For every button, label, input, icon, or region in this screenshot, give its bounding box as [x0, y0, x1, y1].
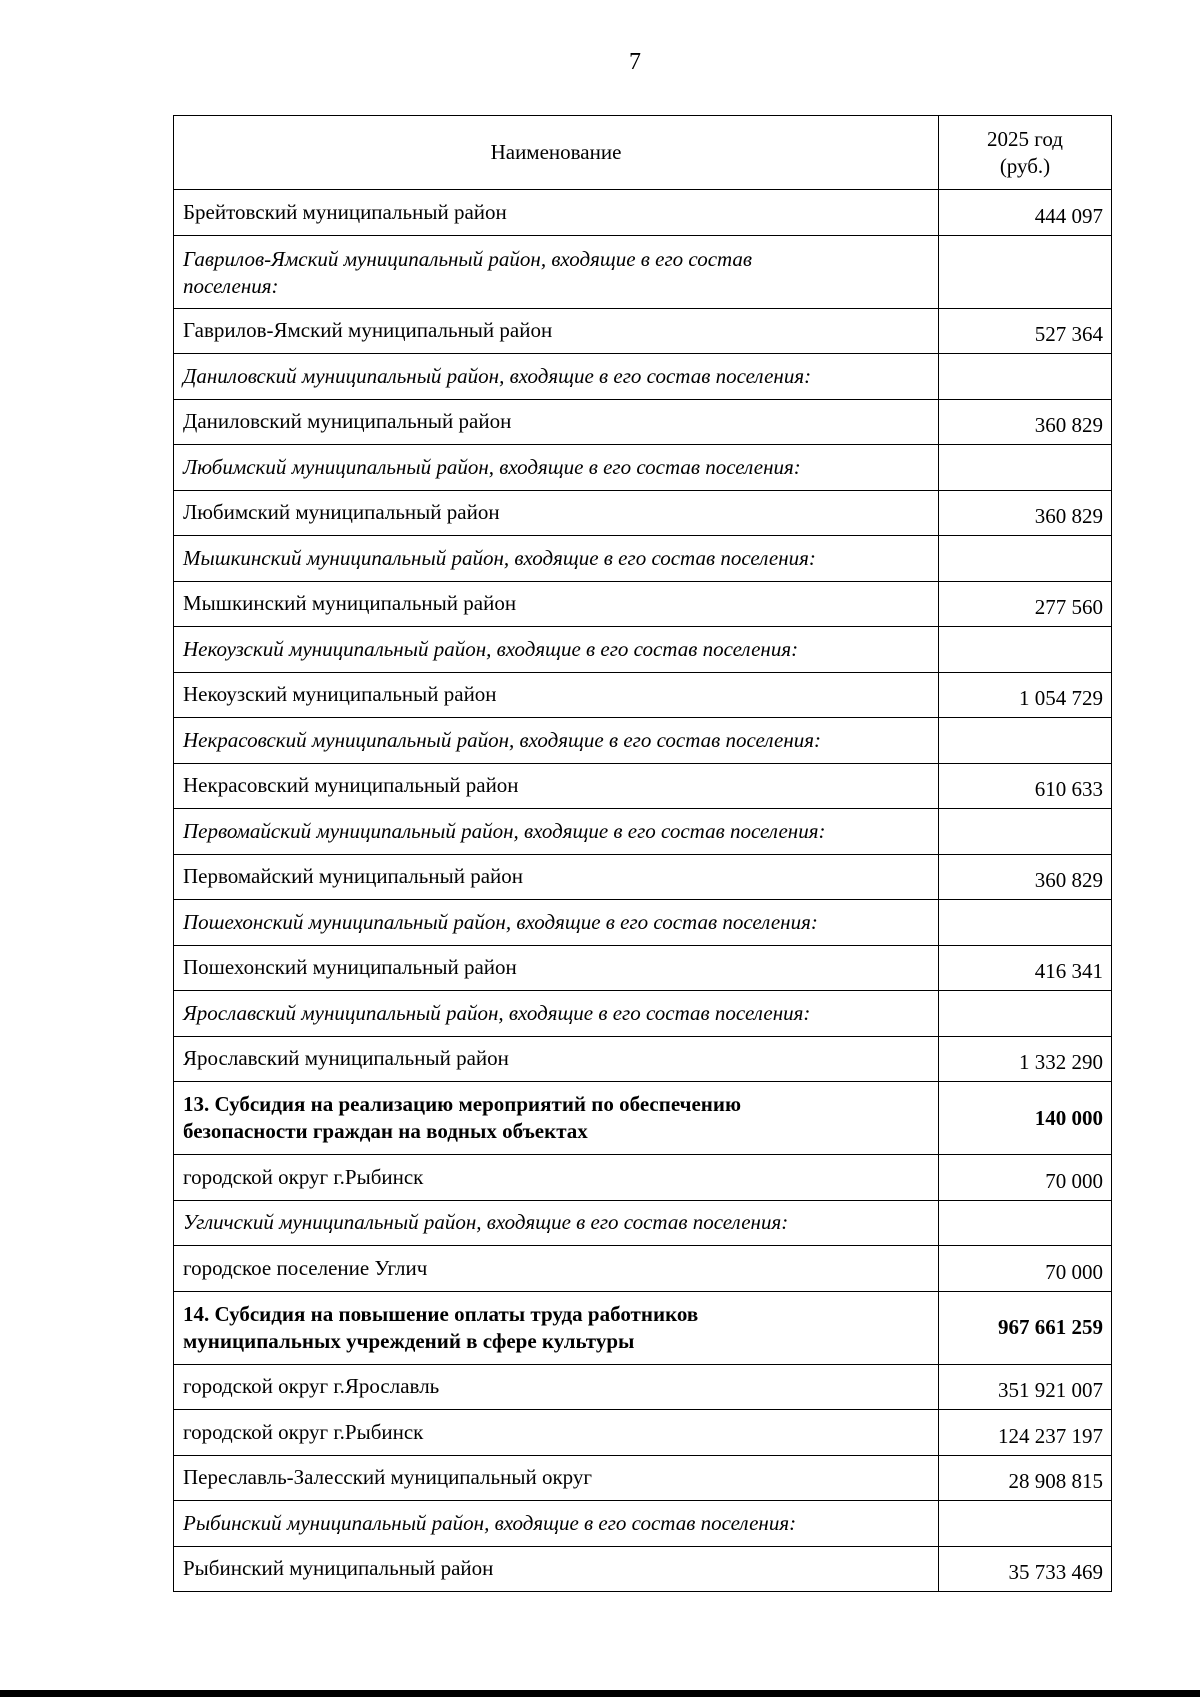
row-name: Даниловский муниципальный район: [174, 399, 939, 445]
row-name: Мышкинский муниципальный район: [174, 581, 939, 627]
row-name: Рыбинский муниципальный район: [174, 1546, 939, 1592]
group-heading-row: [174, 536, 1112, 582]
row-name: Гаврилов-Ямский муниципальный район: [174, 308, 939, 354]
row-amount: 360 829: [939, 399, 1112, 445]
row-amount: 70 000: [939, 1246, 1112, 1292]
row-name: Любимский муниципальный район: [174, 490, 939, 536]
table-row: [174, 945, 1112, 991]
row-amount: 277 560: [939, 581, 1112, 627]
table-row: [174, 581, 1112, 627]
group-heading-row: [174, 354, 1112, 400]
row-name: Даниловский муниципальный район, входящие в его состав поселения:: [174, 354, 939, 400]
table-row: [174, 763, 1112, 809]
row-name: Угличский муниципальный район, входящие в его состав поселения:: [174, 1200, 939, 1246]
row-name: Любимский муниципальный район, входящие в его состав поселения:: [174, 445, 939, 491]
group-heading-row: [174, 445, 1112, 491]
page-bottom-edge: [0, 1690, 1200, 1697]
row-name: городской округ г.Ярославль: [174, 1364, 939, 1410]
row-amount: 416 341: [939, 945, 1112, 991]
section-row: [174, 1291, 1112, 1364]
row-name: Мышкинский муниципальный район, входящие в его состав поселения:: [174, 536, 939, 582]
row-amount: [939, 1501, 1112, 1547]
row-name: Первомайский муниципальный район: [174, 854, 939, 900]
row-amount: 70 000: [939, 1155, 1112, 1201]
row-amount: [939, 991, 1112, 1037]
page-number: 7: [629, 49, 641, 75]
row-name: Некоузский муниципальный район: [174, 672, 939, 718]
group-heading-row: [174, 627, 1112, 673]
group-heading-row: [174, 1501, 1112, 1547]
table-row: [174, 1155, 1112, 1201]
table-row: [174, 672, 1112, 718]
group-heading-row: [174, 718, 1112, 764]
table-row: [174, 190, 1112, 236]
row-amount: [939, 445, 1112, 491]
row-name: Пошехонский муниципальный район, входящие в его состав поселения:: [174, 900, 939, 946]
table-row: [174, 854, 1112, 900]
group-heading-row: [174, 900, 1112, 946]
row-name: 13. Субсидия на реализацию мероприятий по обеспечению безопасности граждан на водных объектах: [174, 1082, 939, 1155]
row-amount: 360 829: [939, 490, 1112, 536]
row-amount: [939, 627, 1112, 673]
row-name: Переславль-Залесский муниципальный округ: [174, 1455, 939, 1501]
row-amount: 360 829: [939, 854, 1112, 900]
column-header-year: 2025 год (руб.): [939, 116, 1112, 190]
table-row: [174, 1364, 1112, 1410]
row-amount: 444 097: [939, 190, 1112, 236]
row-amount: [939, 718, 1112, 764]
row-name: городское поселение Углич: [174, 1246, 939, 1292]
table-header-row: [174, 116, 1112, 190]
row-name: Некрасовский муниципальный район, входящие в его состав поселения:: [174, 718, 939, 764]
row-amount: 140 000: [939, 1082, 1112, 1155]
row-amount: 351 921 007: [939, 1364, 1112, 1410]
row-name: Брейтовский муниципальный район: [174, 190, 939, 236]
row-name: Ярославский муниципальный район, входящие в его состав поселения:: [174, 991, 939, 1037]
row-name: городской округ г.Рыбинск: [174, 1410, 939, 1456]
row-name: городской округ г.Рыбинск: [174, 1155, 939, 1201]
table-row: [174, 1246, 1112, 1292]
table-row: [174, 490, 1112, 536]
table-row: [174, 308, 1112, 354]
group-heading-row: [174, 809, 1112, 855]
group-heading-row: [174, 235, 1112, 308]
row-amount: 1 054 729: [939, 672, 1112, 718]
row-amount: [939, 900, 1112, 946]
row-amount: [939, 809, 1112, 855]
group-heading-row: [174, 991, 1112, 1037]
row-name: Гаврилов-Ямский муниципальный район, входящие в его состав поселения:: [174, 235, 939, 308]
row-amount: 1 332 290: [939, 1036, 1112, 1082]
row-name: Некрасовский муниципальный район: [174, 763, 939, 809]
row-name: Пошехонский муниципальный район: [174, 945, 939, 991]
table-row: [174, 1546, 1112, 1592]
table-row: [174, 1410, 1112, 1456]
row-amount: 28 908 815: [939, 1455, 1112, 1501]
row-amount: 610 633: [939, 763, 1112, 809]
table-row: [174, 1036, 1112, 1082]
row-amount: 967 661 259: [939, 1291, 1112, 1364]
table-row: [174, 399, 1112, 445]
column-header-name: Наименование: [174, 116, 939, 190]
row-amount: 527 364: [939, 308, 1112, 354]
subsidy-table: [173, 115, 1112, 1592]
row-amount: [939, 536, 1112, 582]
row-amount: 124 237 197: [939, 1410, 1112, 1456]
row-amount: 35 733 469: [939, 1546, 1112, 1592]
section-row: [174, 1082, 1112, 1155]
row-name: Ярославский муниципальный район: [174, 1036, 939, 1082]
group-heading-row: [174, 1200, 1112, 1246]
table-row: [174, 1455, 1112, 1501]
row-amount: [939, 1200, 1112, 1246]
row-name: Первомайский муниципальный район, входящие в его состав поселения:: [174, 809, 939, 855]
row-name: 14. Субсидия на повышение оплаты труда работников муниципальных учреждений в сфере культуры: [174, 1291, 939, 1364]
row-name: Рыбинский муниципальный район, входящие в его состав поселения:: [174, 1501, 939, 1547]
row-amount: [939, 235, 1112, 308]
row-amount: [939, 354, 1112, 400]
row-name: Некоузский муниципальный район, входящие в его состав поселения:: [174, 627, 939, 673]
